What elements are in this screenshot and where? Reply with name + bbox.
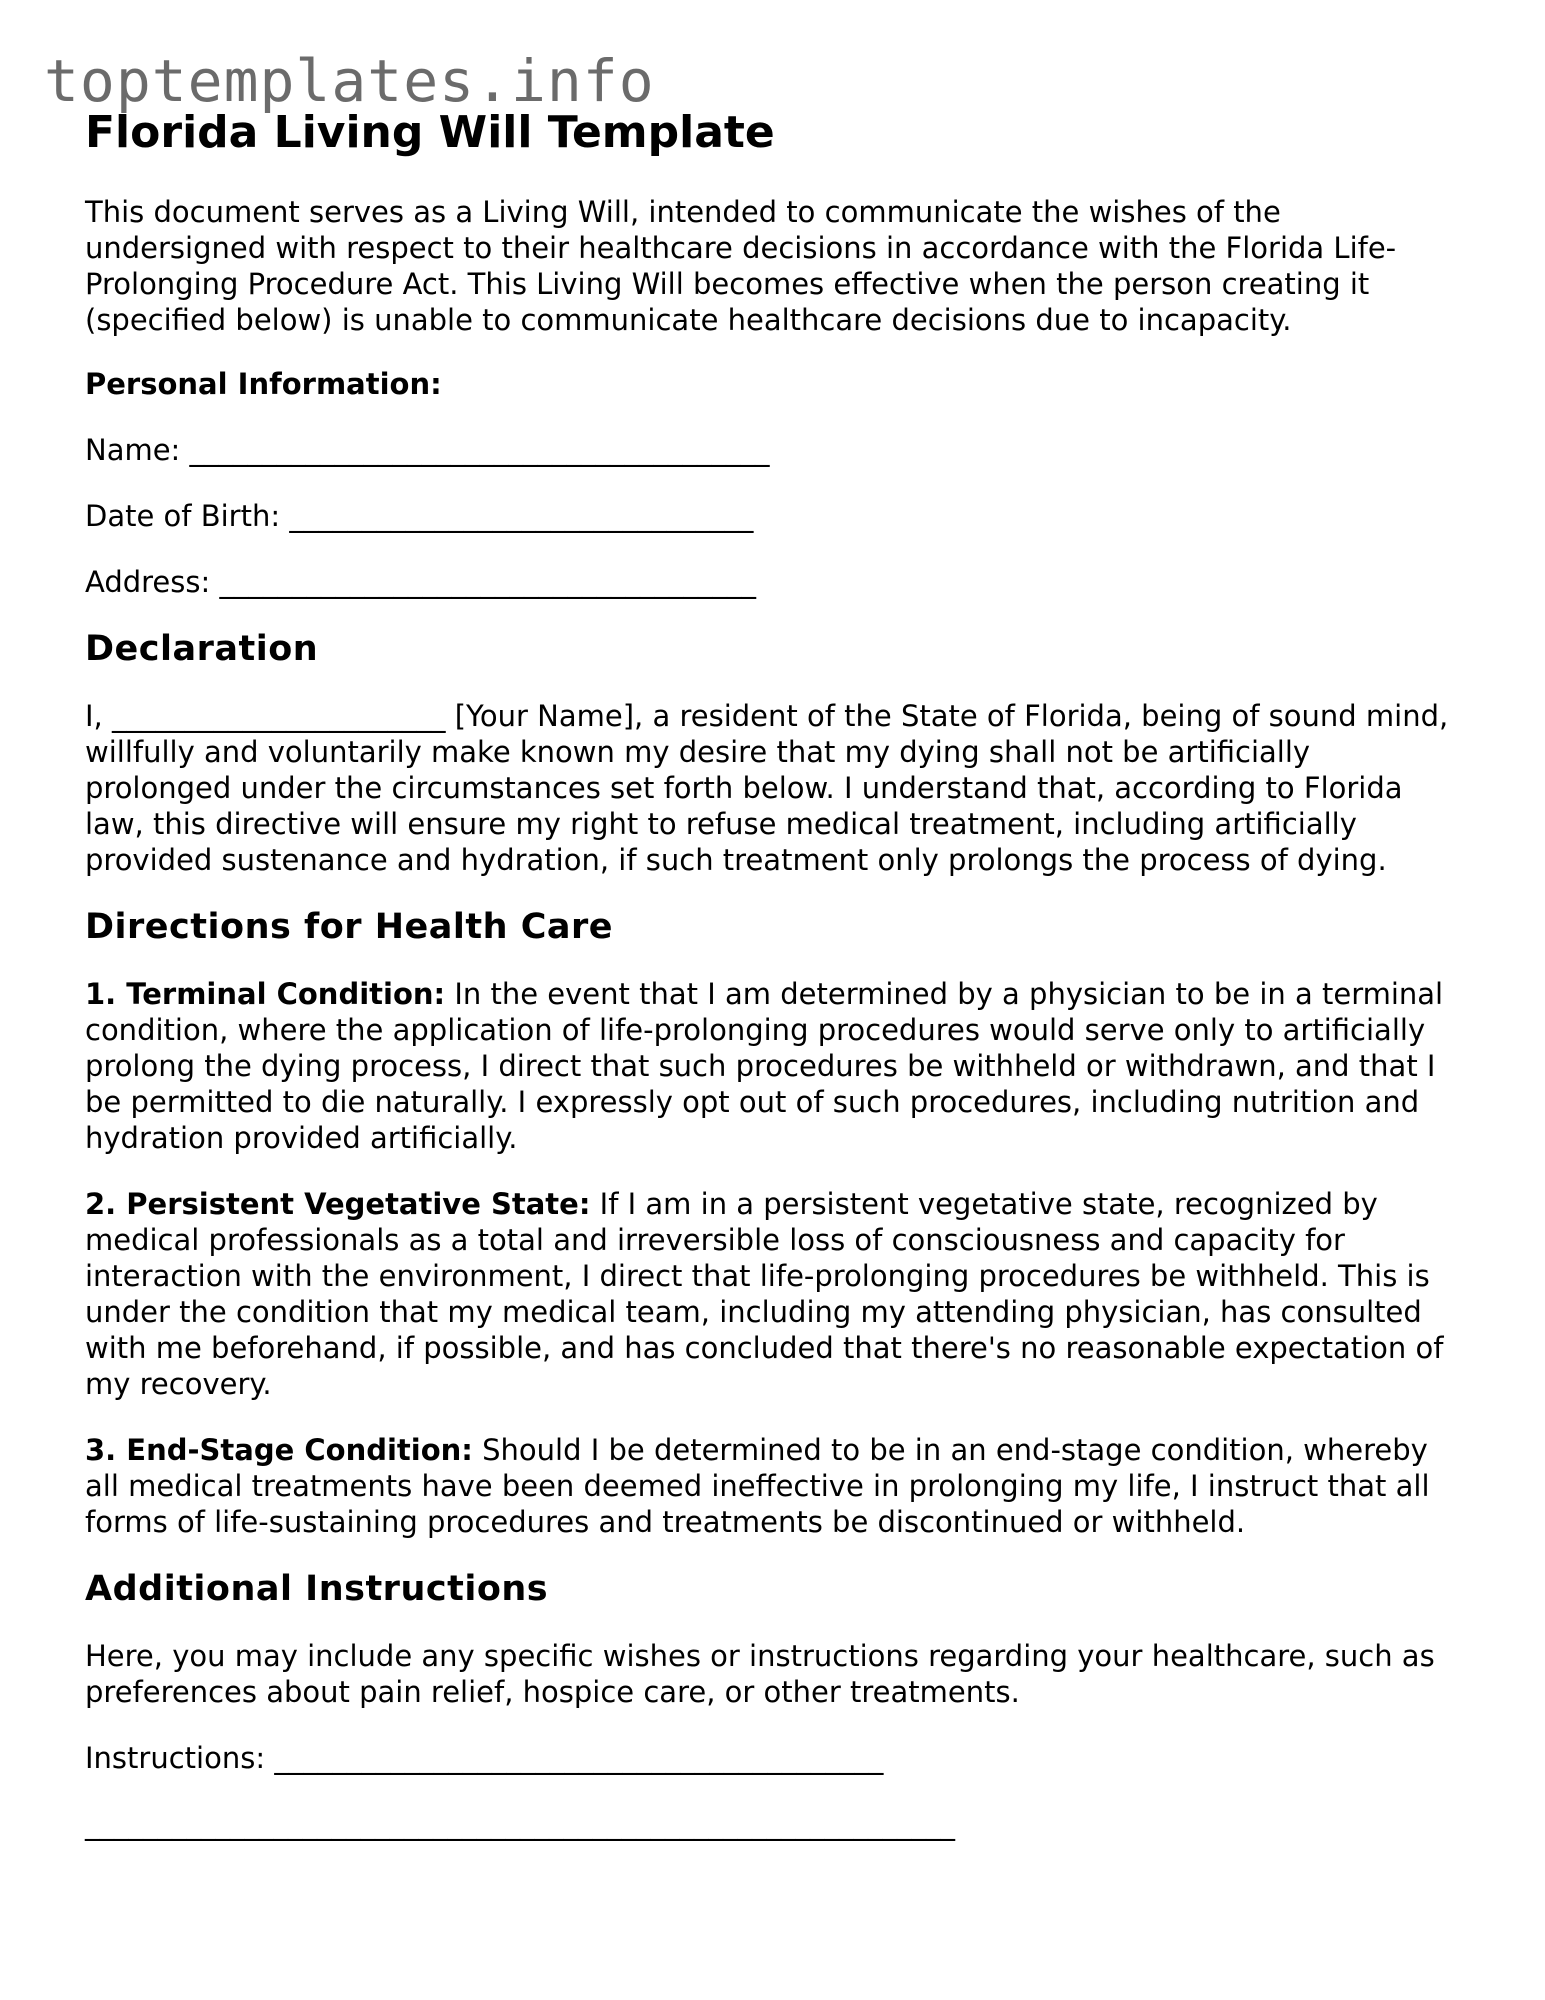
document-title: Florida Living Will Template [85,107,775,158]
intro-paragraph: This document serves as a Living Will, intended to communicate the wishes of the undersigned with respect to their healthcare decisions in accordance with the Florida Life-Prolonging Procedure Act. This Living Will becomes effective when the person creating it (specified below) is unable to communicate healthcare decisions due to incapacity. [85,195,1397,337]
additional-paragraph: Here, you may include any specific wishes or instructions regarding your healthcare, such as preferences about pain relief, hospice care, or other treatments. [85,1639,1435,1709]
instructions-field [85,1740,1465,1776]
direction-item-vegetative [85,1186,1465,1402]
personal-info-heading: Personal Information: [85,367,442,401]
address-label: Address: [85,565,211,599]
direction-item-end-stage [85,1432,1465,1540]
declaration-text: [Your Name], a resident of the State of Florida, being of sound mind, willfully and voluntarily make known my desire that my dying shall not be artificially prolonged under the circumstances set forth below. I understand that, according to Florida law, this directive will ensure my right to refuse medical treatment, including artificially provided sustenance and hydration, if such treatment only prolongs the process of dying. [85,699,1449,877]
instructions-extra-line[interactable]: ____________________________________________________________ [85,1807,955,1841]
address-field [85,564,1465,600]
dob-field [85,498,1465,534]
direction-item-terminal [85,976,1465,1156]
additional-heading: Additional Instructions [85,1569,549,1609]
site-watermark: toptemplates.info [44,47,655,115]
declaration-name-blank[interactable]: _______________________ [112,699,446,733]
document-page [85,104,1465,1842]
name-label: Name: [85,433,181,467]
dob-blank[interactable]: ________________________________ [289,499,754,533]
direction-item-label: 1. Terminal Condition: [85,977,446,1011]
instructions-blank[interactable]: __________________________________________ [274,1741,884,1775]
direction-item-text: In the event that I am determined by a physician to be in a terminal condition, where the application of life-prolonging procedures would serve only to artificially prolong the dying process, I direct that such procedures be withheld or withdrawn, and that I be permitted to die naturally. I expressly opt out of such procedures, including nutrition and hydration provided artificially. [85,977,1444,1155]
direction-item-label: 3. End-Stage Condition: [85,1433,473,1467]
name-field [85,432,1465,468]
name-blank[interactable]: ________________________________________ [189,433,770,467]
instructions-label: Instructions: [85,1741,266,1775]
directions-heading: Directions for Health Care [85,907,614,947]
direction-item-text: If I am in a persistent vegetative state, recognized by medical professionals as a total and irreversible loss of consciousness and capacity for interaction with the environment, I direct that life-prolonging procedures be withheld. This is under the condition that my medical team, including my attending physician, has consulted with me beforehand, if possible, and has concluded that there's no reasonable expectation of my recovery. [85,1187,1444,1401]
direction-item-label: 2. Persistent Vegetative State: [85,1187,591,1221]
direction-item-text: Should I be determined to be in an end-stage condition, whereby all medical treatments have been deemed ineffective in prolonging my life, I instruct that all forms of life-sustaining procedures and treatments be discontinued or withheld. [85,1433,1430,1539]
declaration-paragraph [85,698,1465,878]
address-blank[interactable]: _____________________________________ [219,565,756,599]
dob-label: Date of Birth: [85,499,281,533]
declaration-heading: Declaration [85,629,319,669]
declaration-prefix: I, [85,699,103,733]
